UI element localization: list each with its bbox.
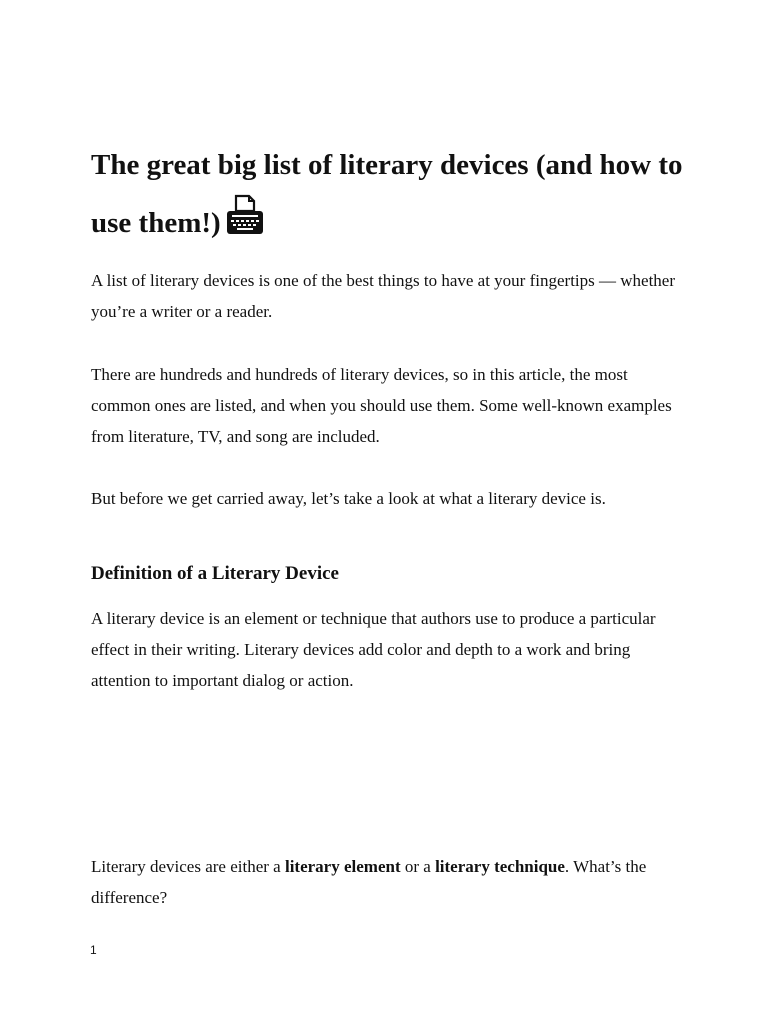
before-paragraph: But before we get carried away, let’s take a look at what a literary device is.	[91, 489, 606, 508]
definition-paragraph: A literary device is an element or technique that authors use to produce a particular effect in their writing. Literary devices add color and depth to a work and bring attention to important dialog or action.	[91, 609, 656, 690]
page-number: 1	[90, 943, 97, 957]
definition-heading: Definition of a Literary Device	[91, 563, 339, 584]
difference-paragraph	[91, 851, 691, 913]
hundreds-paragraph: There are hundreds and hundreds of literary devices, so in this article, the most common ones are listed, and when you should use them. Some well-known examples from literature, TV, and song are included.	[91, 365, 672, 446]
page-title	[91, 136, 701, 256]
intro-paragraph: A list of literary devices is one of the best things to have at your fingertips — whether you’re a writer or a reader.	[91, 271, 676, 321]
difference-text-2: or a	[400, 857, 436, 876]
page-title-text: The great big list of literary devices (and how to use them!)	[91, 149, 683, 239]
typewriter-icon	[225, 194, 265, 256]
literary-element-term: literary element	[284, 857, 401, 876]
literary-technique-term: literary technique	[435, 857, 565, 876]
difference-text-3: . What’s the difference?	[91, 857, 647, 907]
difference-text-1: Literary devices are either a	[91, 857, 285, 876]
